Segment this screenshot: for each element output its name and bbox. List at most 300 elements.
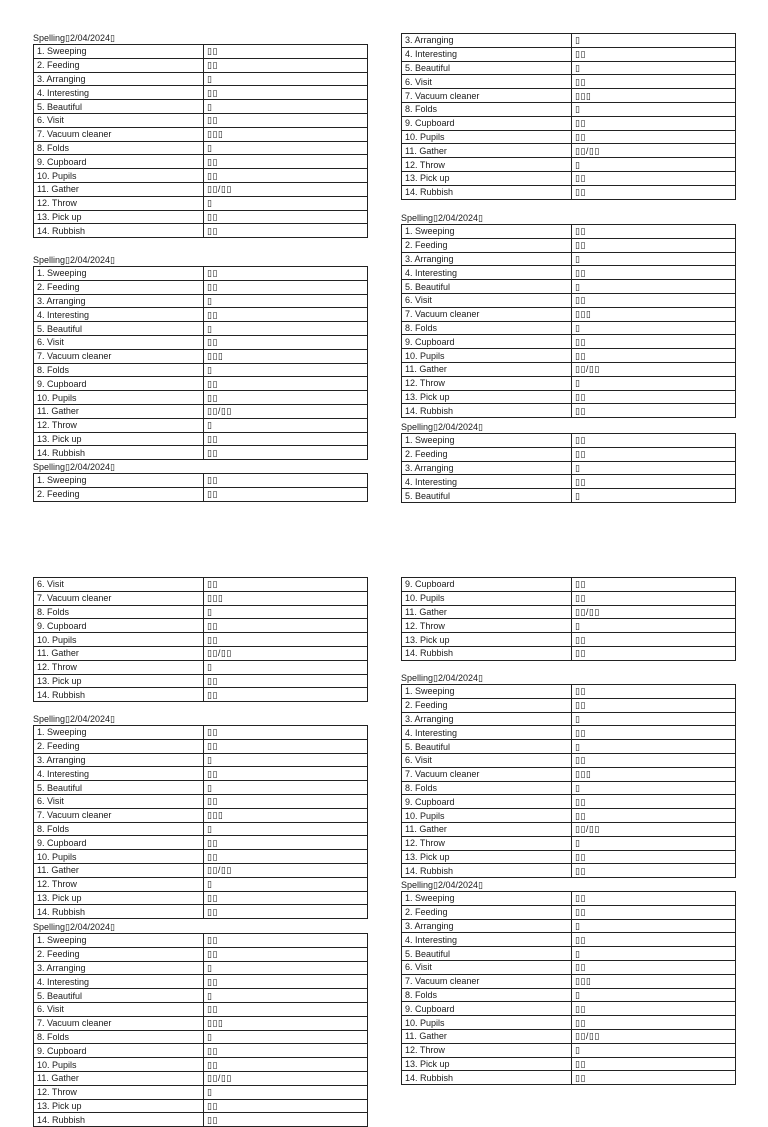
translation: ▯▯	[572, 390, 736, 404]
table-row	[34, 591, 368, 605]
spelling-block	[401, 422, 736, 503]
spelling-table	[33, 577, 368, 702]
spelling-title: Spelling▯2/04/2024▯	[33, 462, 115, 472]
spelling-title: Spelling▯2/04/2024▯	[401, 422, 483, 432]
translation: ▯	[204, 363, 368, 377]
english-word: 5. Beautiful	[402, 280, 572, 294]
translation: ▯▯	[204, 947, 368, 961]
english-word: 12. Throw	[402, 619, 572, 633]
english-word: 14. Rubbish	[402, 185, 572, 199]
translation: ▯▯	[204, 934, 368, 948]
translation: ▯	[572, 34, 736, 48]
table-row	[34, 822, 368, 836]
english-word: 3. Arranging	[34, 753, 204, 767]
translation: ▯	[572, 619, 736, 633]
table-row	[402, 89, 736, 103]
english-word: 14. Rubbish	[402, 646, 572, 660]
table-row	[34, 605, 368, 619]
table-row	[34, 934, 368, 948]
translation: ▯▯	[204, 432, 368, 446]
translation: ▯▯▯	[204, 349, 368, 363]
table-row	[402, 434, 736, 448]
translation: ▯▯▯	[204, 591, 368, 605]
english-word: 10. Pupils	[402, 1016, 572, 1030]
table-row	[402, 404, 736, 418]
english-word: 2. Feeding	[34, 58, 204, 72]
translation: ▯▯	[572, 726, 736, 740]
english-word: 11. Gather	[402, 822, 572, 836]
english-word: 9. Cupboard	[34, 377, 204, 391]
spelling-block	[33, 714, 368, 919]
translation: ▯▯/▯▯	[204, 863, 368, 877]
english-word: 5. Beautiful	[34, 100, 204, 114]
table-row	[34, 446, 368, 460]
english-word: 10. Pupils	[34, 850, 204, 864]
spelling-block	[401, 213, 736, 418]
table-row	[34, 619, 368, 633]
translation: ▯▯	[204, 377, 368, 391]
table-row	[402, 753, 736, 767]
english-word: 4. Interesting	[34, 975, 204, 989]
english-word: 5. Beautiful	[34, 989, 204, 1003]
table-row	[402, 633, 736, 647]
table-row	[402, 836, 736, 850]
spelling-block	[401, 33, 736, 200]
english-word: 7. Vacuum cleaner	[402, 307, 572, 321]
table-row	[402, 919, 736, 933]
english-word: 10. Pupils	[402, 130, 572, 144]
table-row	[34, 322, 368, 336]
spelling-table	[33, 725, 368, 919]
english-word: 4. Interesting	[34, 86, 204, 100]
translation: ▯▯	[572, 633, 736, 647]
table-row	[34, 86, 368, 100]
english-word: 14. Rubbish	[402, 864, 572, 878]
table-row	[402, 1043, 736, 1057]
table-row	[402, 293, 736, 307]
translation: ▯▯	[572, 698, 736, 712]
translation: ▯	[204, 961, 368, 975]
table-row	[402, 171, 736, 185]
english-word: 1. Sweeping	[34, 267, 204, 281]
translation: ▯▯	[204, 1099, 368, 1113]
table-row	[402, 947, 736, 961]
translation: ▯▯	[572, 447, 736, 461]
spelling-block	[33, 33, 368, 238]
spelling-block	[33, 462, 368, 502]
table-row	[34, 975, 368, 989]
english-word: 4. Interesting	[402, 47, 572, 61]
spelling-table	[33, 473, 368, 502]
translation: ▯▯	[572, 591, 736, 605]
table-row	[402, 349, 736, 363]
english-word: 3. Arranging	[402, 712, 572, 726]
translation: ▯	[572, 158, 736, 172]
translation: ▯	[204, 72, 368, 86]
translation: ▯▯	[204, 267, 368, 281]
translation: ▯▯▯	[572, 767, 736, 781]
table-row	[34, 660, 368, 674]
english-word: 6. Visit	[402, 75, 572, 89]
table-row	[402, 1002, 736, 1016]
translation: ▯	[204, 753, 368, 767]
spelling-block	[33, 255, 368, 460]
translation: ▯▯	[572, 892, 736, 906]
english-word: 3. Arranging	[34, 294, 204, 308]
english-word: 11. Gather	[34, 646, 204, 660]
translation: ▯▯	[204, 726, 368, 740]
table-row	[402, 974, 736, 988]
translation: ▯▯	[572, 293, 736, 307]
english-word: 2. Feeding	[34, 739, 204, 753]
table-row	[402, 144, 736, 158]
translation: ▯	[572, 947, 736, 961]
translation: ▯▯	[204, 674, 368, 688]
translation: ▯▯	[204, 446, 368, 460]
translation: ▯▯/▯▯	[572, 362, 736, 376]
translation: ▯▯	[572, 171, 736, 185]
english-word: 5. Beautiful	[402, 61, 572, 75]
english-word: 11. Gather	[34, 404, 204, 418]
english-word: 5. Beautiful	[402, 947, 572, 961]
english-word: 12. Throw	[34, 196, 204, 210]
english-word: 1. Sweeping	[402, 685, 572, 699]
english-word: 6. Visit	[34, 578, 204, 592]
table-row	[402, 933, 736, 947]
translation: ▯▯/▯▯	[204, 646, 368, 660]
spelling-title: Spelling▯2/04/2024▯	[33, 714, 115, 724]
english-word: 14. Rubbish	[402, 1071, 572, 1085]
translation: ▯	[204, 660, 368, 674]
english-word: 14. Rubbish	[34, 905, 204, 919]
table-row	[34, 196, 368, 210]
translation: ▯▯	[204, 688, 368, 702]
english-word: 8. Folds	[34, 1030, 204, 1044]
spelling-block	[33, 577, 368, 702]
table-row	[402, 726, 736, 740]
table-row	[402, 461, 736, 475]
english-word: 10. Pupils	[34, 391, 204, 405]
english-word: 8. Folds	[34, 363, 204, 377]
translation: ▯▯	[572, 646, 736, 660]
table-row	[34, 753, 368, 767]
translation: ▯▯	[204, 45, 368, 59]
translation: ▯▯	[572, 1016, 736, 1030]
table-row	[34, 267, 368, 281]
english-word: 12. Throw	[34, 660, 204, 674]
translation: ▯▯/▯▯	[572, 605, 736, 619]
translation: ▯▯/▯▯	[204, 1071, 368, 1085]
english-word: 3. Arranging	[402, 34, 572, 48]
english-word: 9. Cupboard	[34, 619, 204, 633]
english-word: 4. Interesting	[402, 266, 572, 280]
spelling-title: Spelling▯2/04/2024▯	[33, 922, 115, 932]
table-row	[402, 864, 736, 878]
english-word: 3. Arranging	[34, 961, 204, 975]
table-row	[402, 619, 736, 633]
table-row	[402, 960, 736, 974]
english-word: 11. Gather	[34, 863, 204, 877]
english-word: 3. Arranging	[34, 72, 204, 86]
translation: ▯	[572, 988, 736, 1002]
translation: ▯▯	[572, 753, 736, 767]
english-word: 2. Feeding	[402, 447, 572, 461]
translation: ▯▯	[204, 619, 368, 633]
translation: ▯▯▯	[572, 307, 736, 321]
table-row	[34, 487, 368, 501]
table-row	[402, 238, 736, 252]
table-row	[34, 767, 368, 781]
translation: ▯▯▯	[204, 127, 368, 141]
english-word: 8. Folds	[402, 988, 572, 1002]
translation: ▯	[204, 605, 368, 619]
english-word: 7. Vacuum cleaner	[402, 767, 572, 781]
english-word: 14. Rubbish	[34, 1113, 204, 1127]
english-word: 13. Pick up	[34, 210, 204, 224]
table-row	[402, 1071, 736, 1085]
english-word: 3. Arranging	[402, 461, 572, 475]
english-word: 5. Beautiful	[402, 740, 572, 754]
translation: ▯	[204, 100, 368, 114]
english-word: 7. Vacuum cleaner	[34, 591, 204, 605]
translation: ▯	[204, 418, 368, 432]
table-row	[34, 989, 368, 1003]
english-word: 5. Beautiful	[402, 489, 572, 503]
table-row	[402, 1016, 736, 1030]
english-word: 13. Pick up	[402, 633, 572, 647]
table-row	[402, 34, 736, 48]
table-row	[402, 280, 736, 294]
translation: ▯	[204, 322, 368, 336]
english-word: 11. Gather	[402, 362, 572, 376]
english-word: 8. Folds	[34, 822, 204, 836]
english-word: 11. Gather	[34, 1071, 204, 1085]
english-word: 2. Feeding	[34, 947, 204, 961]
translation: ▯▯	[204, 86, 368, 100]
translation: ▯▯	[204, 487, 368, 501]
english-word: 6. Visit	[34, 113, 204, 127]
english-word: 14. Rubbish	[34, 688, 204, 702]
translation: ▯	[204, 141, 368, 155]
table-row	[402, 307, 736, 321]
table-row	[34, 1002, 368, 1016]
english-word: 9. Cupboard	[402, 1002, 572, 1016]
translation: ▯▯	[572, 960, 736, 974]
translation: ▯▯/▯▯	[572, 822, 736, 836]
table-row	[402, 1057, 736, 1071]
table-row	[402, 892, 736, 906]
english-word: 8. Folds	[402, 102, 572, 116]
english-word: 11. Gather	[402, 605, 572, 619]
translation: ▯▯	[204, 739, 368, 753]
translation: ▯▯	[204, 210, 368, 224]
translation: ▯▯	[204, 335, 368, 349]
spelling-block	[401, 673, 736, 878]
english-word: 14. Rubbish	[402, 404, 572, 418]
translation: ▯▯	[572, 850, 736, 864]
table-row	[34, 113, 368, 127]
english-word: 7. Vacuum cleaner	[34, 808, 204, 822]
table-row	[34, 850, 368, 864]
english-word: 10. Pupils	[34, 169, 204, 183]
english-word: 13. Pick up	[34, 1099, 204, 1113]
table-row	[34, 182, 368, 196]
table-row	[34, 1099, 368, 1113]
english-word: 9. Cupboard	[34, 155, 204, 169]
translation: ▯▯	[204, 836, 368, 850]
translation: ▯▯▯	[572, 974, 736, 988]
translation: ▯▯	[204, 224, 368, 238]
table-row	[34, 961, 368, 975]
english-word: 14. Rubbish	[34, 224, 204, 238]
table-row	[402, 158, 736, 172]
translation: ▯▯/▯▯	[572, 1029, 736, 1043]
english-word: 6. Visit	[402, 293, 572, 307]
english-word: 12. Throw	[402, 158, 572, 172]
english-word: 9. Cupboard	[34, 836, 204, 850]
table-row	[34, 739, 368, 753]
english-word: 10. Pupils	[402, 349, 572, 363]
table-row	[402, 712, 736, 726]
translation: ▯▯	[204, 169, 368, 183]
english-word: 7. Vacuum cleaner	[34, 1016, 204, 1030]
english-word: 7. Vacuum cleaner	[34, 349, 204, 363]
english-word: 13. Pick up	[402, 390, 572, 404]
english-word: 7. Vacuum cleaner	[402, 89, 572, 103]
table-row	[34, 947, 368, 961]
table-row	[402, 646, 736, 660]
translation: ▯▯	[572, 404, 736, 418]
spelling-table	[401, 684, 736, 878]
english-word: 11. Gather	[402, 1029, 572, 1043]
english-word: 10. Pupils	[402, 809, 572, 823]
table-row	[34, 836, 368, 850]
table-row	[34, 391, 368, 405]
table-row	[402, 61, 736, 75]
translation: ▯▯	[204, 308, 368, 322]
translation: ▯▯	[572, 116, 736, 130]
english-word: 1. Sweeping	[34, 474, 204, 488]
translation: ▯▯	[572, 266, 736, 280]
table-row	[402, 795, 736, 809]
translation: ▯▯	[572, 685, 736, 699]
english-word: 9. Cupboard	[34, 1044, 204, 1058]
table-row	[402, 988, 736, 1002]
translation: ▯	[572, 461, 736, 475]
table-row	[402, 321, 736, 335]
translation: ▯▯	[204, 1044, 368, 1058]
translation: ▯▯	[572, 185, 736, 199]
english-word: 4. Interesting	[34, 308, 204, 322]
spelling-table	[401, 224, 736, 418]
translation: ▯▯	[204, 391, 368, 405]
table-row	[34, 58, 368, 72]
translation: ▯	[204, 196, 368, 210]
english-word: 8. Folds	[402, 321, 572, 335]
table-row	[34, 294, 368, 308]
english-word: 14. Rubbish	[34, 446, 204, 460]
translation: ▯▯	[204, 1113, 368, 1127]
table-row	[34, 474, 368, 488]
english-word: 13. Pick up	[402, 850, 572, 864]
english-word: 5. Beautiful	[34, 781, 204, 795]
table-row	[402, 47, 736, 61]
table-row	[34, 688, 368, 702]
english-word: 13. Pick up	[34, 674, 204, 688]
translation: ▯▯	[204, 975, 368, 989]
english-word: 9. Cupboard	[402, 116, 572, 130]
translation: ▯▯	[204, 1002, 368, 1016]
english-word: 9. Cupboard	[402, 795, 572, 809]
translation: ▯▯/▯▯	[204, 182, 368, 196]
english-word: 13. Pick up	[34, 891, 204, 905]
table-row	[402, 335, 736, 349]
table-row	[34, 335, 368, 349]
table-row	[34, 726, 368, 740]
table-row	[34, 141, 368, 155]
translation: ▯▯	[204, 850, 368, 864]
table-row	[34, 377, 368, 391]
translation: ▯▯	[572, 1071, 736, 1085]
table-row	[34, 905, 368, 919]
translation: ▯	[572, 919, 736, 933]
translation: ▯▯	[572, 238, 736, 252]
table-row	[34, 808, 368, 822]
translation: ▯	[572, 280, 736, 294]
english-word: 11. Gather	[34, 182, 204, 196]
translation: ▯▯	[572, 864, 736, 878]
english-word: 6. Visit	[34, 335, 204, 349]
translation: ▯▯▯	[204, 808, 368, 822]
english-word: 12. Throw	[34, 1085, 204, 1099]
spelling-table	[33, 266, 368, 460]
english-word: 7. Vacuum cleaner	[34, 127, 204, 141]
spelling-title: Spelling▯2/04/2024▯	[401, 213, 483, 223]
translation: ▯▯	[572, 1002, 736, 1016]
table-row	[34, 72, 368, 86]
table-row	[34, 781, 368, 795]
table-row	[402, 266, 736, 280]
english-word: 8. Folds	[34, 605, 204, 619]
table-row	[402, 605, 736, 619]
table-row	[34, 646, 368, 660]
english-word: 6. Visit	[34, 1002, 204, 1016]
english-word: 1. Sweeping	[402, 892, 572, 906]
spelling-table	[33, 933, 368, 1127]
spelling-block	[401, 880, 736, 1085]
translation: ▯	[572, 252, 736, 266]
english-word: 6. Visit	[402, 753, 572, 767]
table-row	[402, 781, 736, 795]
english-word: 4. Interesting	[402, 475, 572, 489]
spelling-block	[33, 922, 368, 1127]
table-row	[34, 877, 368, 891]
table-row	[402, 740, 736, 754]
english-word: 10. Pupils	[402, 591, 572, 605]
english-word: 10. Pupils	[34, 633, 204, 647]
english-word: 1. Sweeping	[34, 45, 204, 59]
table-row	[402, 591, 736, 605]
english-word: 9. Cupboard	[402, 578, 572, 592]
english-word: 1. Sweeping	[402, 434, 572, 448]
table-row	[34, 1016, 368, 1030]
translation: ▯▯▯	[204, 1016, 368, 1030]
translation: ▯▯	[572, 434, 736, 448]
english-word: 12. Throw	[34, 418, 204, 432]
translation: ▯▯	[572, 578, 736, 592]
table-row	[402, 185, 736, 199]
translation: ▯▯	[204, 633, 368, 647]
